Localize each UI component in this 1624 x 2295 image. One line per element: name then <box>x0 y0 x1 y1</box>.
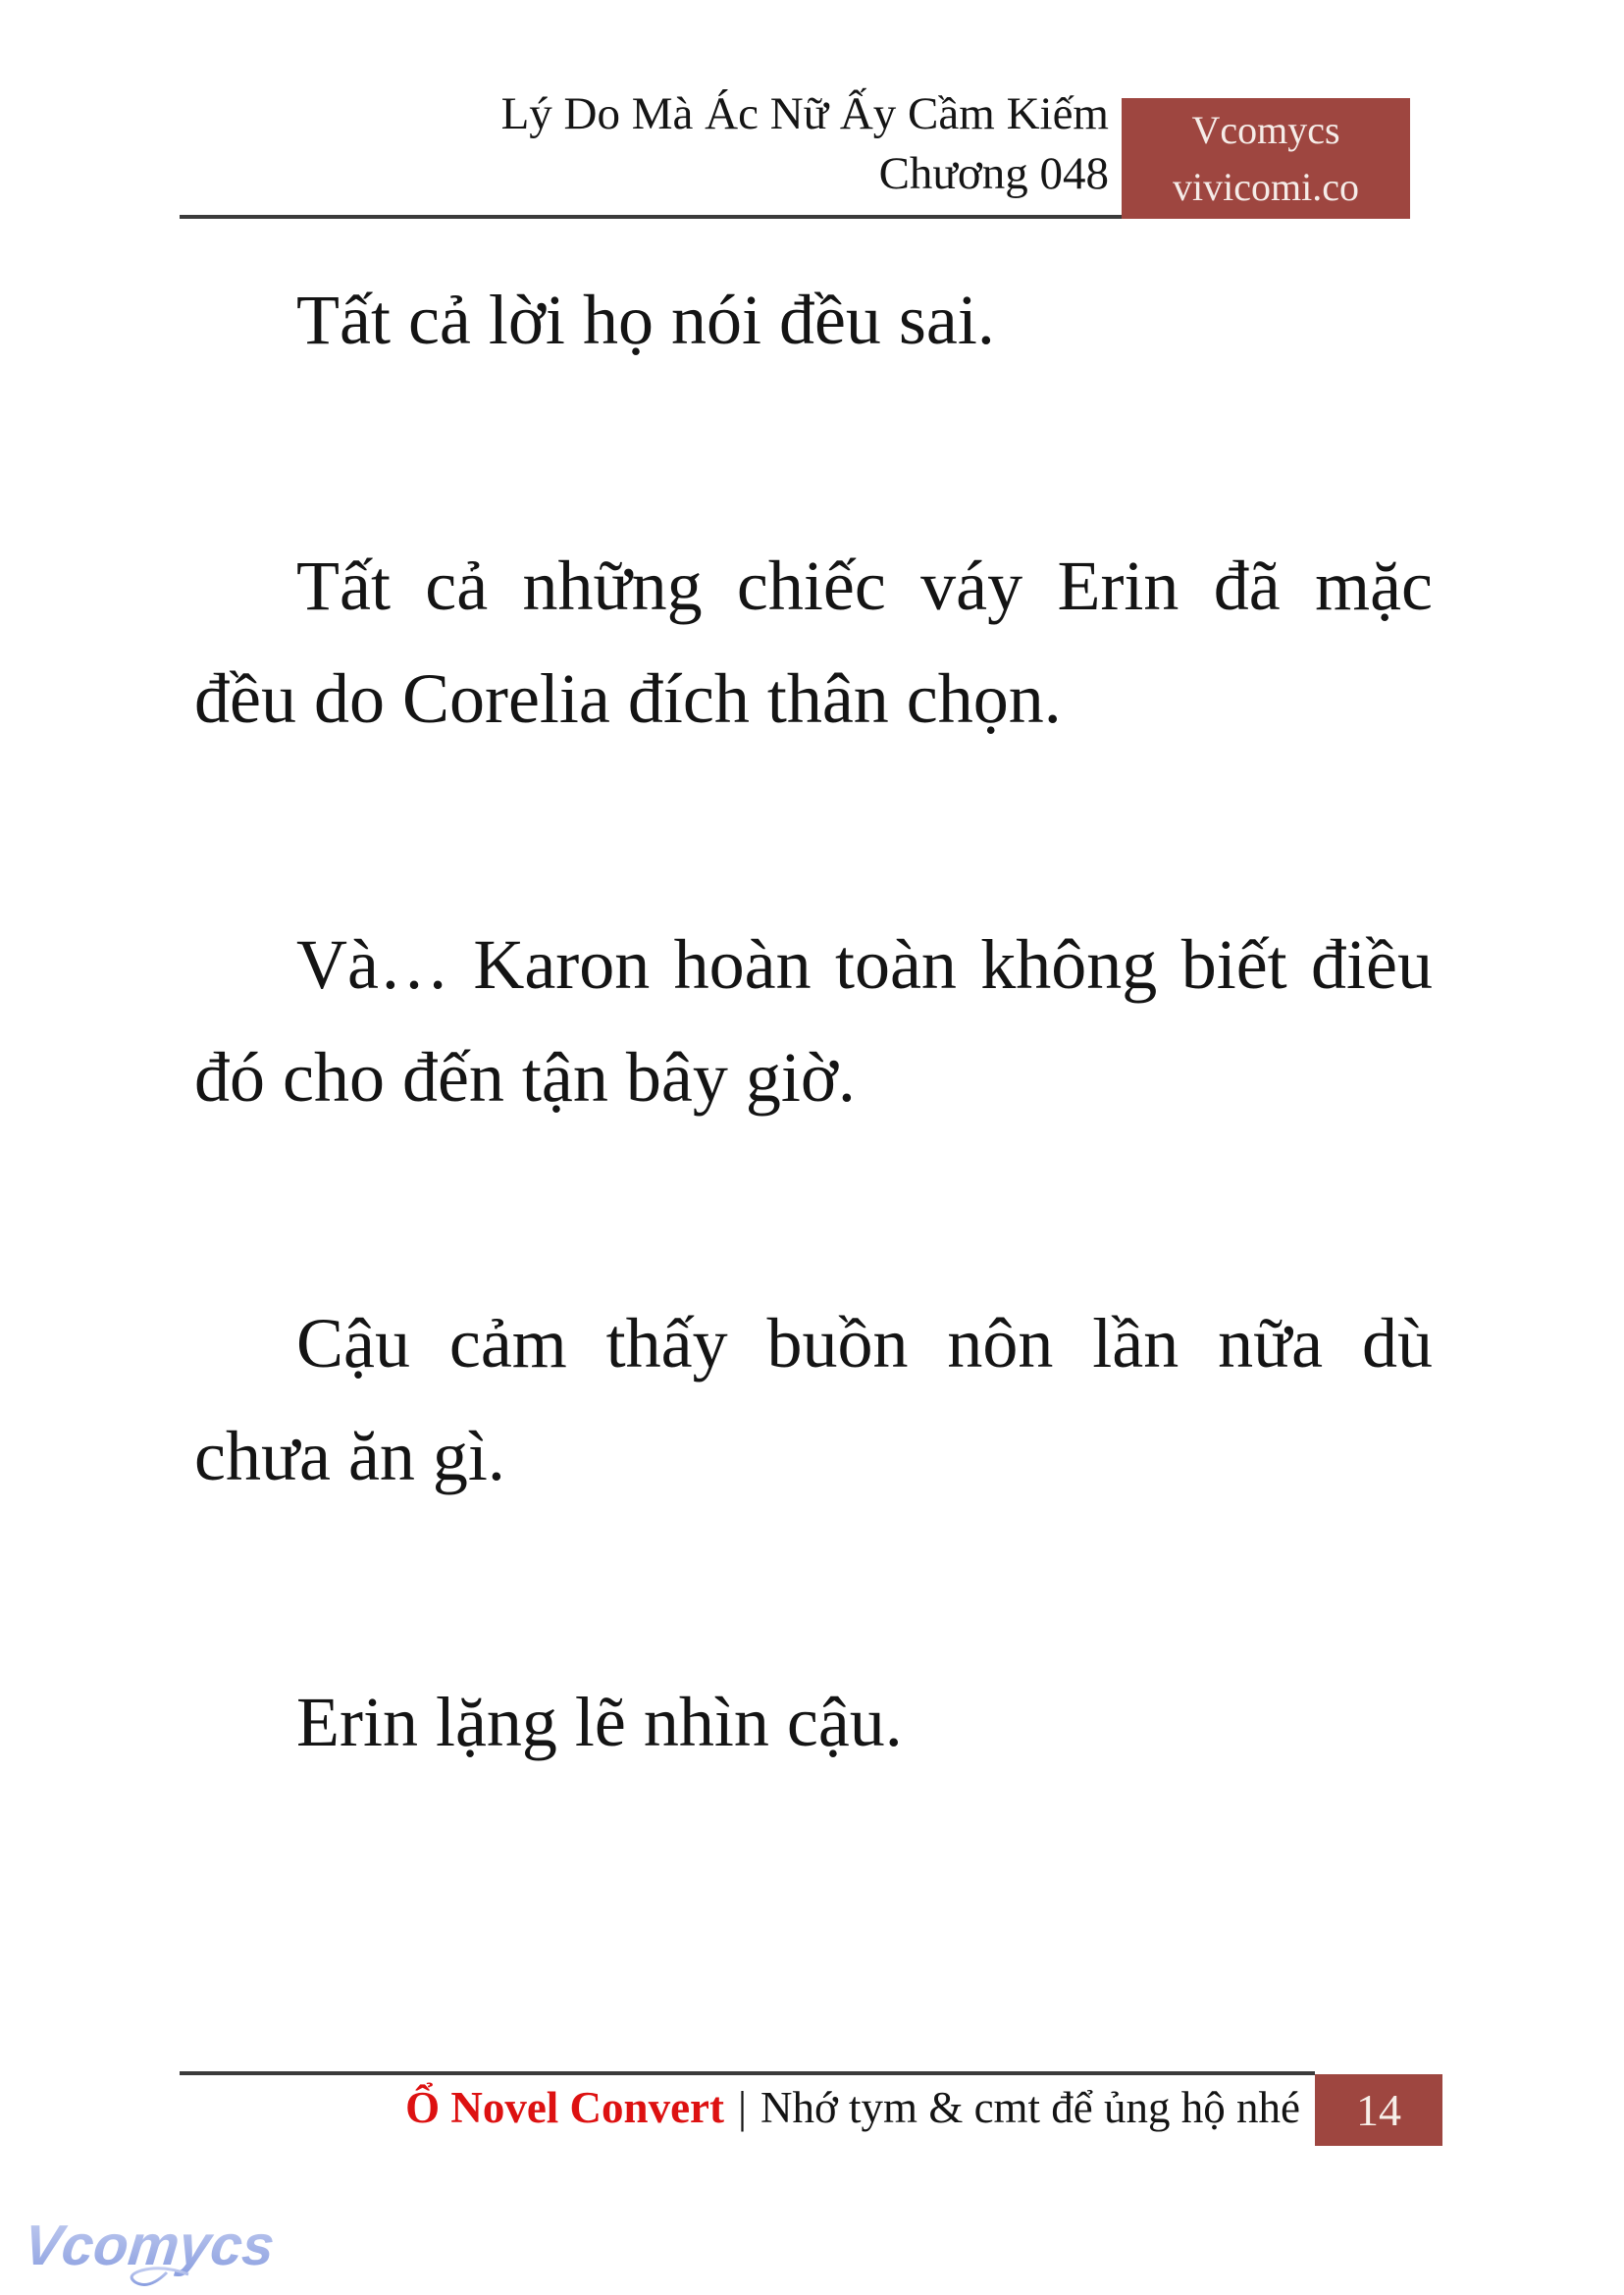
footer-brand: Ổ Novel Convert <box>405 2083 724 2132</box>
header-divider <box>180 215 1122 219</box>
paragraph: Cậu cảm thấy buồn nôn lần nữa dù chưa ăn gì. <box>194 1304 1433 1495</box>
paragraph: Và… Karon hoàn toàn không biết điều đó cho đến tận bây giờ. <box>194 925 1433 1117</box>
page-number: 14 <box>1356 2085 1401 2135</box>
paragraph: Erin lặng lẽ nhìn cậu. <box>296 1683 903 1761</box>
site-badge-name: Vcomycs <box>1191 108 1340 152</box>
vcomycs-watermark-logo <box>20 2196 294 2294</box>
page-footer-text <box>405 2078 1300 2137</box>
novel-title: Lý Do Mà Ác Nữ Ấy Cầm Kiếm <box>500 88 1109 139</box>
watermark-text: Vcomycs <box>21 2214 278 2277</box>
paragraph: Tất cả lời họ nói đều sai. <box>296 281 995 359</box>
footer-separator: | <box>738 2083 748 2132</box>
footer-divider <box>180 2071 1315 2075</box>
chapter-label: Chương 048 <box>878 148 1109 199</box>
paragraph: Tất cả những chiếc váy Erin đã mặc đều do Corelia đích thân chọn. <box>194 547 1433 738</box>
page-header-text <box>501 84 1109 204</box>
site-badge <box>1122 98 1410 219</box>
page-number-badge <box>1315 2074 1442 2146</box>
site-badge-url: vivicomi.co <box>1173 165 1359 209</box>
footer-note: Nhớ tym & cmt để ủng hộ nhé <box>760 2083 1300 2132</box>
chapter-body <box>194 264 1433 1779</box>
